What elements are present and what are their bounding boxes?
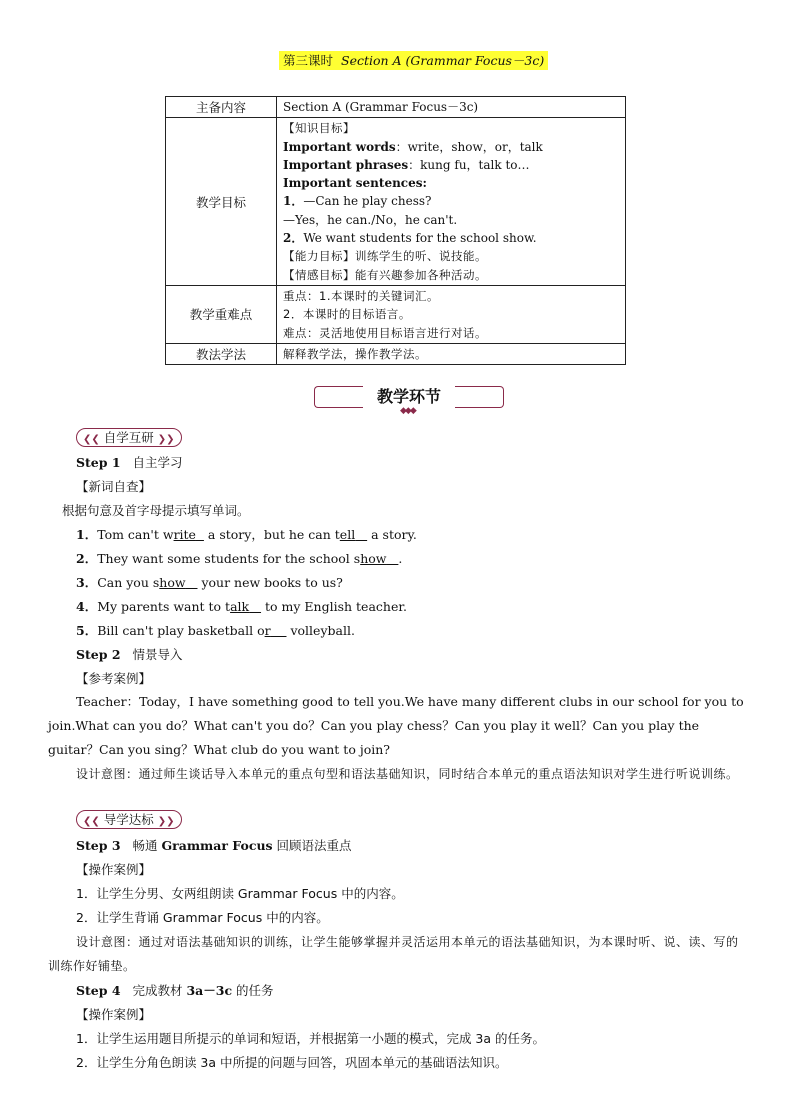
table-cell-methods: 解释教学法，操作教学法。 — [277, 343, 626, 364]
banner-title: 教学环节 — [376, 387, 441, 406]
exercise-item: 4．My parents want to talk to my English teacher. — [76, 599, 407, 614]
exercise-item: 2．They want some students for the school show . — [76, 551, 403, 566]
step3-subheading: 【操作案例】 — [76, 862, 152, 877]
exercise-item: 5．Bill can't play basketball or volleyball. — [76, 623, 355, 638]
table-cell-objectives: 【知识目标】 Important words：write，show，or，talk Important phrases：kung fu，talk to… Important sentences: 1．—Can he play chess? —Yes，he can./No，he can't. 2．We want students for the school show. 【能力目标】训练学生的听、说技能。 【情感目标】能有兴趣参加各种活动。 — [277, 118, 626, 286]
step4-heading: Step 4 完成教材 3a－3c 的任务 — [76, 983, 274, 998]
banner-frame-right — [455, 386, 504, 408]
banner-frame-left — [314, 386, 363, 408]
lesson-section: Section A (Grammar Focus－3c) — [341, 53, 545, 68]
tag-ornament-right-icon: ❯❯ — [157, 816, 175, 827]
exercise-item: 1．Tom can't write a story，but he can tell a story. — [76, 527, 417, 542]
table-cell-key-points: 重点：1.本课时的关键词汇。 2．本课时的目标语言。 难点：灵活地使用目标语言进行对话。 — [277, 285, 626, 343]
step3-item-2: 2．让学生背诵 Grammar Focus 中的内容。 — [76, 910, 329, 925]
step3-item-1: 1．让学生分男、女两组朗读 Grammar Focus 中的内容。 — [76, 886, 404, 901]
table-label-main-content: 主备内容 — [166, 97, 277, 118]
section-banner — [314, 386, 504, 414]
table-label-objectives: 教学目标 — [166, 118, 277, 286]
tag-ornament-right-icon: ❯❯ — [157, 434, 175, 445]
step1-subheading: 【新词自查】 — [76, 479, 152, 494]
exercise-item: 3．Can you show your new books to us? — [76, 575, 343, 590]
design-intent-1: 设计意图：通过师生谈话导入本单元的重点句型和语法基础知识，同时结合本单元的重点语法知识对学生进行听说训练。 — [76, 767, 739, 781]
step4-item-2: 2．让学生分角色朗读 3a 中所提的问题与回答，巩固本单元的基础语法知识。 — [76, 1055, 508, 1070]
table-label-key-points: 教学重难点 — [166, 285, 277, 343]
lesson-number: 第三课时 — [283, 53, 334, 68]
tag-ornament-left-icon: ❮❮ — [83, 816, 100, 827]
step2-subheading: 【参考案例】 — [76, 671, 152, 686]
design-intent-2: 设计意图：通过对语法基础知识的训练，让学生能够掌握并灵活运用本单元的语法基础知识，为本课时听、说、读、写的训练作好铺垫。 — [48, 935, 739, 973]
banner-ornament-icon: ◆◆◆ — [400, 406, 415, 416]
lesson-plan-table — [165, 96, 626, 365]
step3-heading: Step 3 畅通 Grammar Focus 回顾语法重点 — [76, 838, 352, 853]
step4-subheading: 【操作案例】 — [76, 1007, 152, 1022]
tag-ornament-left-icon: ❮❮ — [83, 434, 100, 445]
tag-guided-study: ❮❮ 导学达标 ❯❯ — [76, 810, 182, 829]
tag-self-study: ❮❮ 自学互研 ❯❯ — [76, 428, 182, 447]
step1-heading: Step 1 自主学习 — [76, 455, 183, 470]
lesson-title — [279, 51, 548, 70]
step4-item-1: 1．让学生运用题目所提示的单词和短语，并根据第一小题的模式，完成 3a 的任务。 — [76, 1031, 546, 1046]
step2-heading: Step 2 情景导入 — [76, 647, 183, 662]
step1-instruction: 根据句意及首字母提示填写单词。 — [62, 503, 250, 518]
table-cell-main-content: Section A (Grammar Focus－3c) — [277, 97, 626, 118]
teacher-dialogue: Teacher：Today，I have something good to tell you.We have many different clubs in our school for you to join.What can you do？What can't you do？Can you play chess？Can you play it well？Can you play the guitar？Can you sing？What club do you want to join? — [48, 694, 744, 757]
table-label-methods: 教法学法 — [166, 343, 277, 364]
